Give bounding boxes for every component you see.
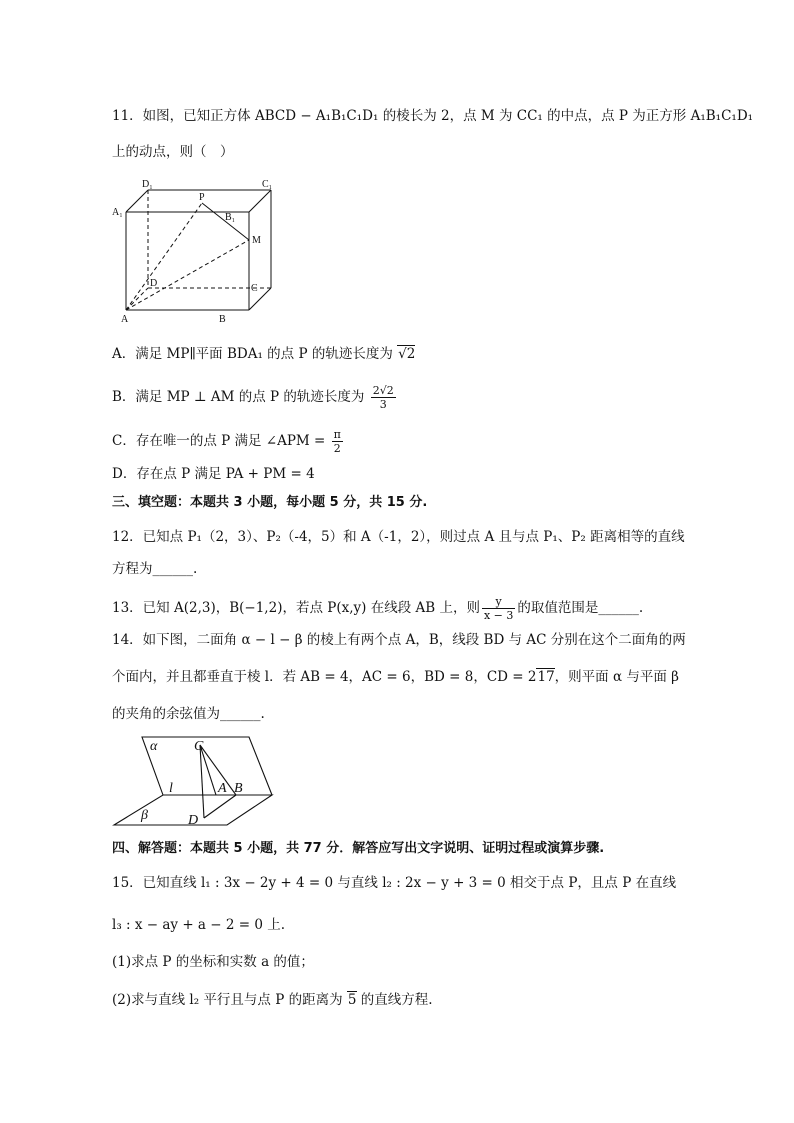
label-a: A <box>121 314 129 324</box>
label-beta: β <box>141 808 148 823</box>
label-b: B <box>219 314 226 324</box>
label-c1: C₁ <box>262 179 272 190</box>
q11-stem-line2: 上的动点，则（ ） <box>112 144 234 160</box>
q11-option-c: C．存在唯一的点 P 满足 ∠APM = $\frac{\pi}{2}$ <box>112 428 341 455</box>
section-3-heading: 三、填空题：本题共 3 小题，每小题 5 分，共 15 分. <box>112 495 428 510</box>
q15-line1: 15．已知直线 l₁ : 3x − 2y + 4 = 0 与直线 l₂ : 2x − y + 3 = 0 相交于点 P，且点 P 在直线 <box>112 875 677 891</box>
q13-line: 13．已知 A(2,3)，B(−1,2)，若点 P(x,y) 在线段 AB 上，则 $\frac{y}{x - 3}$ 的取值范围是______. <box>112 595 644 622</box>
q12-line1: 12．已知点 P₁（2，3）、P₂（-4，5）和 A（-1，2），则过点 A 且与点 P₁、P₂ 距离相等的直线 <box>112 529 685 545</box>
q11-option-b: B．满足 MP ⊥ AM 的点 P 的轨迹长度为 $\frac{2√2}{3}$ <box>112 384 394 411</box>
q11-option-a: A．满足 MP∥平面 BDA₁ 的点 P 的轨迹长度为 √2 <box>112 346 416 362</box>
label-d1: D₁ <box>142 179 153 190</box>
label-p: P <box>199 192 205 203</box>
q15-part2: (2)求与直线 l₂ 平行且与点 P 的距离为 5 的直线方程. <box>112 992 433 1008</box>
label-m: M <box>252 235 261 246</box>
label-c: C <box>194 739 204 754</box>
q15-part1: (1)求点 P 的坐标和实数 a 的值； <box>112 954 314 970</box>
label-d: D <box>188 813 199 828</box>
cube-figure <box>112 176 272 324</box>
q12-line2: 方程为______. <box>112 561 198 577</box>
section-4-heading: 四、解答题：本题共 5 小题，共 77 分．解答应写出文字说明、证明过程或演算步骤. <box>112 841 605 856</box>
label-alpha: α <box>150 739 158 754</box>
q14-line2: 个面内，并且都垂直于棱 l．若 AB = 4，AC = 6，BD = 8，CD = 217，则平面 α 与平面 β <box>112 669 679 685</box>
label-c: C <box>251 283 258 294</box>
label-b1: B₁ <box>225 212 236 223</box>
q15-line2: l₃ : x − ay + a − 2 = 0 上. <box>112 917 286 933</box>
label-l: l <box>169 781 173 796</box>
q11-option-d: D．存在点 P 满足 PA + PM = 4 <box>112 466 315 482</box>
q14-line3: 的夹角的余弦值为______. <box>112 706 265 722</box>
label-a1: A₁ <box>112 207 123 218</box>
dihedral-figure <box>112 733 348 829</box>
q14-line1: 14．如下图，二面角 α − l − β 的棱上有两个点 A，B，线段 BD 与 AC 分别在这个二面角的两 <box>112 632 686 648</box>
label-b: B <box>234 781 243 796</box>
label-d: D <box>150 278 158 289</box>
q11-stem-line1: 11．如图，已知正方体 ABCD − A₁B₁C₁D₁ 的棱长为 2，点 M 为 CC₁ 的中点，点 P 为正方形 A₁B₁C₁D₁ <box>112 108 754 124</box>
label-a: A <box>218 781 227 796</box>
